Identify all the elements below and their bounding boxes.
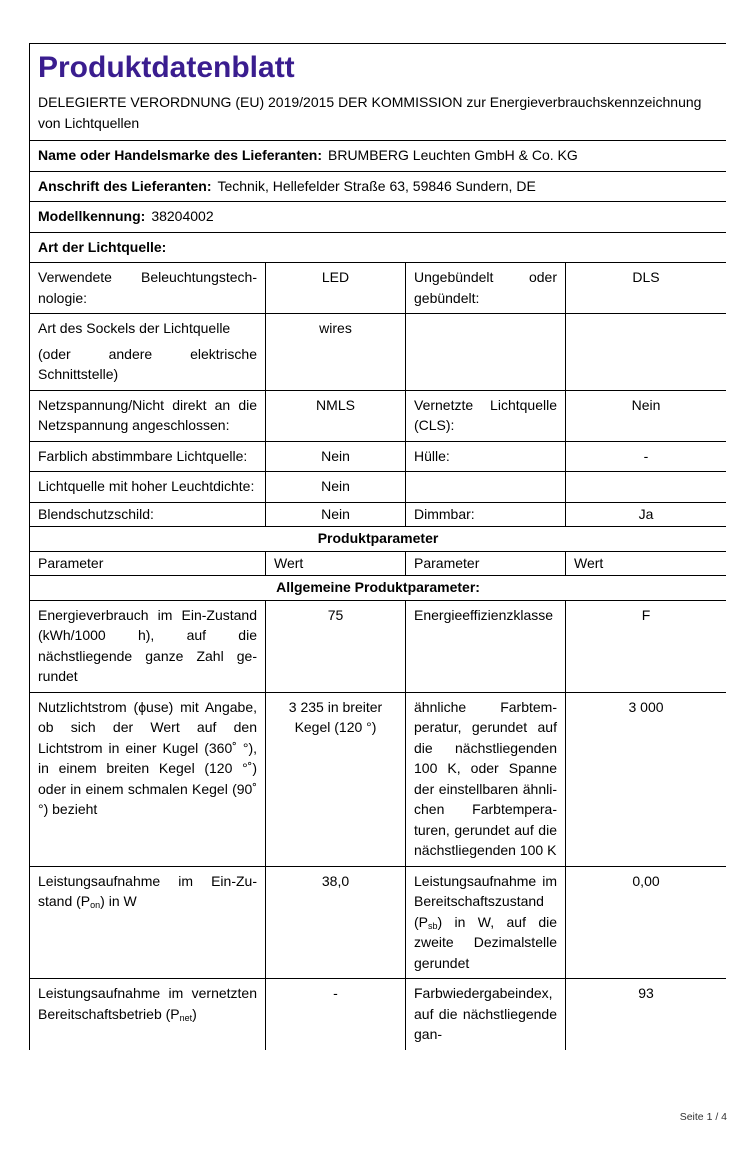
param-label: Blendschutzschild: [30, 502, 266, 527]
data-sheet-table [29, 43, 726, 1050]
param-value: wires [266, 314, 406, 391]
param-label-text: ) in W, auf die zweite Dezimalstelle gerundet [414, 913, 557, 971]
model-value: 38204002 [151, 208, 214, 224]
column-header-parameter: Parameter [30, 551, 266, 576]
general-parameters-heading-row [30, 576, 727, 601]
column-header-value: Wert [266, 551, 406, 576]
table-row [30, 502, 727, 527]
table-row [30, 692, 727, 866]
param-value: 38,0 [266, 866, 406, 979]
param-value: - [566, 441, 727, 472]
supplier-address-label: Anschrift des Lieferanten: [38, 177, 212, 194]
param-value: DLS [566, 263, 727, 314]
param-label: Netzspannung/Nicht direkt an die Netzspannung angeschlossen: [30, 390, 266, 441]
param-label: Farbwiedergabeindex, auf die nächstliegende gan- [406, 979, 566, 1050]
model-row [30, 202, 727, 233]
header-row [30, 44, 727, 141]
param-label: Lichtquelle mit hoher Leuchtdichte: [30, 472, 266, 503]
param-value: Nein [266, 502, 406, 527]
table-row [30, 314, 727, 391]
param-label: Farblich abstimmbare Lichtquelle: [30, 441, 266, 472]
product-parameters-heading: Produktparameter [30, 527, 727, 552]
supplier-address-row [30, 171, 727, 202]
param-value [566, 472, 727, 503]
param-label: Hülle: [406, 441, 566, 472]
table-row [30, 472, 727, 503]
table-row [30, 441, 727, 472]
supplier-name-label: Name oder Handelsmarke des Lieferanten: [38, 147, 322, 163]
param-label-subscript: on [90, 900, 101, 910]
product-parameters-heading-row [30, 527, 727, 552]
table-row [30, 979, 727, 1050]
param-value: 0,00 [566, 866, 727, 979]
param-value: NMLS [266, 390, 406, 441]
param-value: LED [266, 263, 406, 314]
supplier-name-row [30, 141, 727, 172]
param-label [406, 314, 566, 391]
param-label: ähnliche Farbtemperatur, gerundet auf die nächstliegenden 100 K, oder Spanne der einstellbaren ähnlichen Farbtemperaturen, gerundet auf die nächstliegenden 100 K [406, 692, 566, 866]
column-header-value: Wert [566, 551, 727, 576]
model-label: Modellkennung: [38, 208, 146, 224]
param-value: Ja [566, 502, 727, 527]
param-value: 75 [266, 600, 406, 692]
param-label [30, 866, 266, 979]
param-value: Nein [566, 390, 727, 441]
param-value: Nein [266, 472, 406, 503]
table-row [30, 390, 727, 441]
table-row [30, 600, 727, 692]
page-title: Produktdatenblatt [38, 51, 295, 84]
param-value: - [266, 979, 406, 1050]
param-label-text: Leistungsaufnahme im Ein-Zustand (P [38, 872, 257, 909]
param-label-subscript: net [179, 1012, 193, 1023]
param-label-text: ) [192, 1005, 197, 1022]
param-label: Nutzlichtstrom (ϕuse) mit Angabe, ob sich der Wert auf den Lichtstrom in einer Kugel (360˚ °), in einem breiten Kegel (120 °˚) oder in einem schmalen Kegel (90˚ °) bezieht [30, 692, 266, 866]
param-label-text: Leistungsaufnahme im Bereitschaftszustand (P [414, 872, 557, 930]
socket-label: Art des Sockels der Lichtquelle [38, 320, 231, 336]
param-label: Ungebündelt oder gebündelt: [406, 263, 566, 314]
column-header-parameter: Parameter [406, 551, 566, 576]
socket-label-note: (oder andere elektrische Schnittstelle) [38, 345, 257, 382]
param-value: 3 235 in breiter Kegel (120 °) [266, 692, 406, 866]
light-source-type-heading: Art der Lichtquelle: [30, 232, 727, 263]
column-header-row [30, 551, 727, 576]
table-row [30, 866, 727, 979]
product-data-sheet [29, 43, 726, 1103]
param-label [30, 979, 266, 1050]
param-value: Nein [266, 441, 406, 472]
param-label: Energieverbrauch im Ein-Zustand (kWh/1000 h), auf die nächstliegende ganze Zahl gerundet [30, 600, 266, 692]
param-label: Energieeffizienzklasse [406, 600, 566, 692]
param-value: 3 000 [566, 692, 727, 866]
param-value: 93 [566, 979, 727, 1050]
table-row [30, 263, 727, 314]
param-label [406, 472, 566, 503]
param-label: Vernetzte Lichtquelle (CLS): [406, 390, 566, 441]
param-label: Dimmbar: [406, 502, 566, 527]
param-value: F [566, 600, 727, 692]
general-parameters-heading: Allgemeine Produktparameter: [30, 576, 727, 601]
light-source-type-row [30, 232, 727, 263]
param-value [566, 314, 727, 391]
supplier-name-value: BRUMBERG Leuchten GmbH & Co. KG [328, 147, 578, 163]
supplier-address-value: Technik, Hellefelder Straße 63, 59846 Sundern, DE [217, 177, 536, 194]
param-label [30, 314, 266, 391]
page-number: Seite 1 / 4 [679, 1111, 727, 1123]
regulation-subtitle: DELEGIERTE VERORDNUNG (EU) 2019/2015 DER KOMMISSION zur Energieverbrauchskennzeichnung von Lichtquellen [38, 94, 702, 131]
param-label-subscript: sb [428, 920, 438, 931]
param-label-text: Leistungsaufnahme im vernetzten Bereitschaftsbetrieb (P [38, 985, 257, 1022]
param-label: Verwendete Beleuchtungstechnologie: [30, 263, 266, 314]
param-label [406, 866, 566, 979]
param-label-text: ) in W [100, 893, 137, 909]
